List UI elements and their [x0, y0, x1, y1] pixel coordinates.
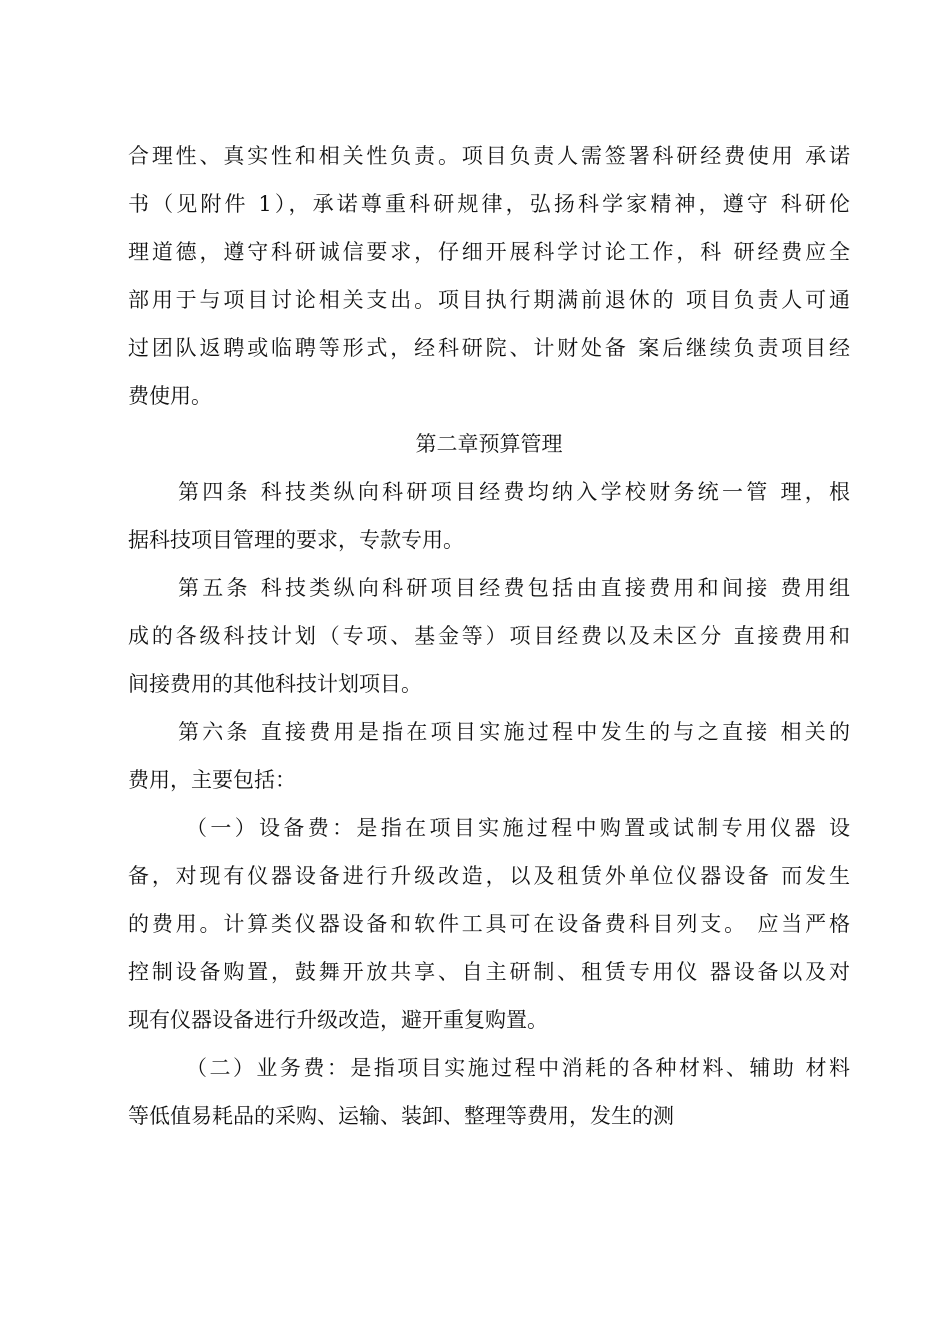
- text-line: 部用于与项目讨论相关支出。项目执行期满前退休的 项目负责人可通: [128, 288, 850, 312]
- chapter-heading: 第二章预算管理: [415, 432, 563, 456]
- text-line: 第五条 科技类纵向科研项目经费包括由直接费用和间接 费用组: [178, 576, 850, 600]
- text-line: 费使用。: [128, 384, 212, 408]
- paragraph-equipment-fee: [128, 804, 850, 1044]
- text-line: 控制设备购置，鼓舞开放共享、自主研制、租赁专用仪 器设备以及对: [128, 960, 850, 984]
- text-line: 现有仪器设备进行升级改造，避开重复购置。: [128, 1008, 548, 1032]
- text-line: （二）业务费：是指项目实施过程中消耗的各种材料、辅助 材料: [186, 1056, 850, 1080]
- paragraph-business-fee: [128, 1044, 850, 1140]
- text-line: 第四条 科技类纵向科研项目经费均纳入学校财务统一管 理，根: [178, 480, 850, 504]
- text-line: 备，对现有仪器设备进行升级改造，以及租赁外单位仪器设备 而发生: [128, 864, 850, 888]
- text-line: 第六条 直接费用是指在项目实施过程中发生的与之直接 相关的: [178, 720, 850, 744]
- text-line: 理道德，遵守科研诚信要求，仔细开展科学讨论工作，科 研经费应全: [128, 240, 850, 264]
- text-line: 书（见附件 1），承诺尊重科研规律，弘扬科学家精神，遵守 科研伦: [128, 192, 850, 216]
- text-line: 等低值易耗品的采购、运输、装卸、整理等费用，发生的测: [128, 1104, 674, 1128]
- paragraph-article-4: [128, 468, 850, 564]
- text-line: 成的各级科技计划（专项、基金等）项目经费以及未区分 直接费用和: [128, 624, 850, 648]
- text-line: 过团队返聘或临聘等形式，经科研院、计财处备 案后继续负责项目经: [128, 336, 850, 360]
- paragraph-article-6: [128, 708, 850, 804]
- text-line: 据科技项目管理的要求，专款专用。: [128, 528, 464, 552]
- document-body: [128, 132, 850, 1140]
- text-line: （一）设备费：是指在项目实施过程中购置或试制专用仪器 设: [186, 816, 850, 840]
- paragraph-article-5: [128, 564, 850, 708]
- text-line: 合理性、真实性和相关性负责。项目负责人需签署科研经费使用 承诺: [128, 144, 850, 168]
- paragraph-responsibility: [128, 132, 850, 420]
- text-line: 费用，主要包括：: [128, 768, 296, 792]
- text-line: 的费用。计算类仪器设备和软件工具可在设备费科目列支。 应当严格: [128, 912, 850, 936]
- text-line: 间接费用的其他科技计划项目。: [128, 672, 422, 696]
